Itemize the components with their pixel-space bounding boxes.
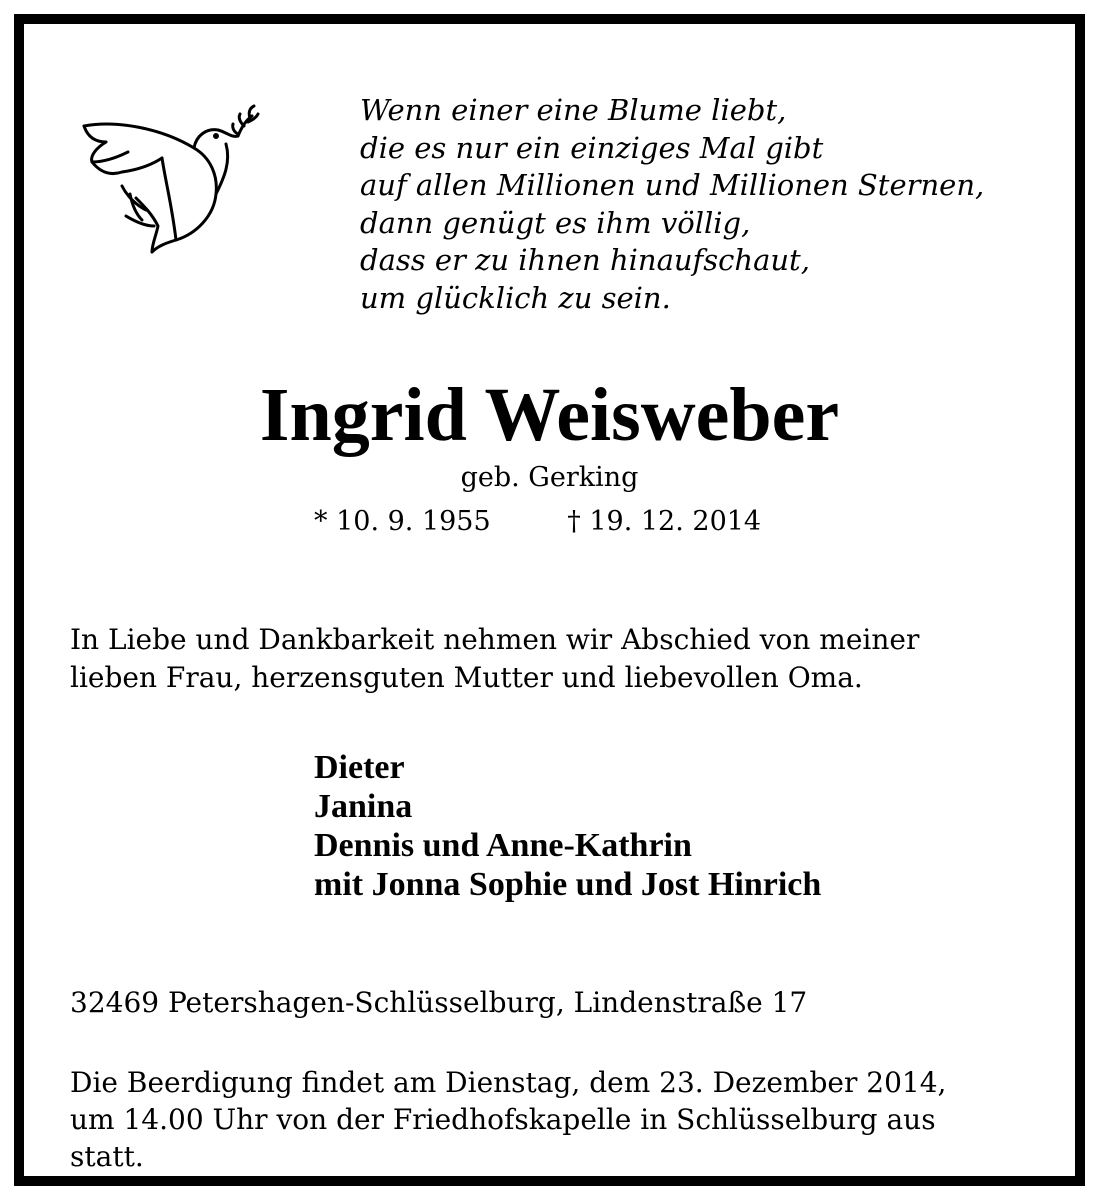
poem <box>360 92 984 317</box>
birth-date: * 10. 9. 1955 <box>314 506 491 537</box>
farewell-line: lieben Frau, herzensguten Mutter und liebevollen Oma. <box>70 661 863 694</box>
farewell-line: In Liebe und Dankbarkeit nehmen wir Abschied von meiner <box>70 623 920 656</box>
funeral-info <box>70 1064 946 1175</box>
funeral-line: um 14.00 Uhr von der Friedhofskapelle in Schlüsselburg aus <box>70 1103 936 1136</box>
family-member: Janina <box>314 788 413 825</box>
dove-icon <box>66 86 266 256</box>
poem-line: dann genügt es ihm völlig, <box>360 205 751 240</box>
funeral-line: Die Beerdigung findet am Dienstag, dem 23. Dezember 2014, <box>70 1066 947 1099</box>
family-member: mit Jonna Sophie und Jost Hinrich <box>314 866 822 903</box>
farewell-text <box>70 621 919 697</box>
obituary-notice <box>14 14 1085 1186</box>
deceased-name: Ingrid Weisweber <box>259 373 840 457</box>
poem-line: Wenn einer eine Blume liebt, <box>360 93 787 127</box>
family-names <box>314 748 821 904</box>
family-member: Dennis und Anne-Kathrin <box>314 827 692 864</box>
poem-line: um glücklich zu sein. <box>360 280 671 315</box>
death-date: † 19. 12. 2014 <box>567 506 762 537</box>
maiden-name: geb. Gerking <box>460 462 639 493</box>
family-member: Dieter <box>314 749 405 786</box>
poem-line: die es nur ein einziges Mal gibt <box>360 130 824 165</box>
poem-line: dass er zu ihnen hinaufschaut, <box>360 243 810 277</box>
funeral-line: statt. <box>70 1140 144 1173</box>
poem-line: auf allen Millionen und Millionen Sternen, <box>360 168 985 202</box>
address: 32469 Petershagen-Schlüsselburg, Lindenstraße 17 <box>70 986 808 1019</box>
life-dates <box>314 504 761 540</box>
